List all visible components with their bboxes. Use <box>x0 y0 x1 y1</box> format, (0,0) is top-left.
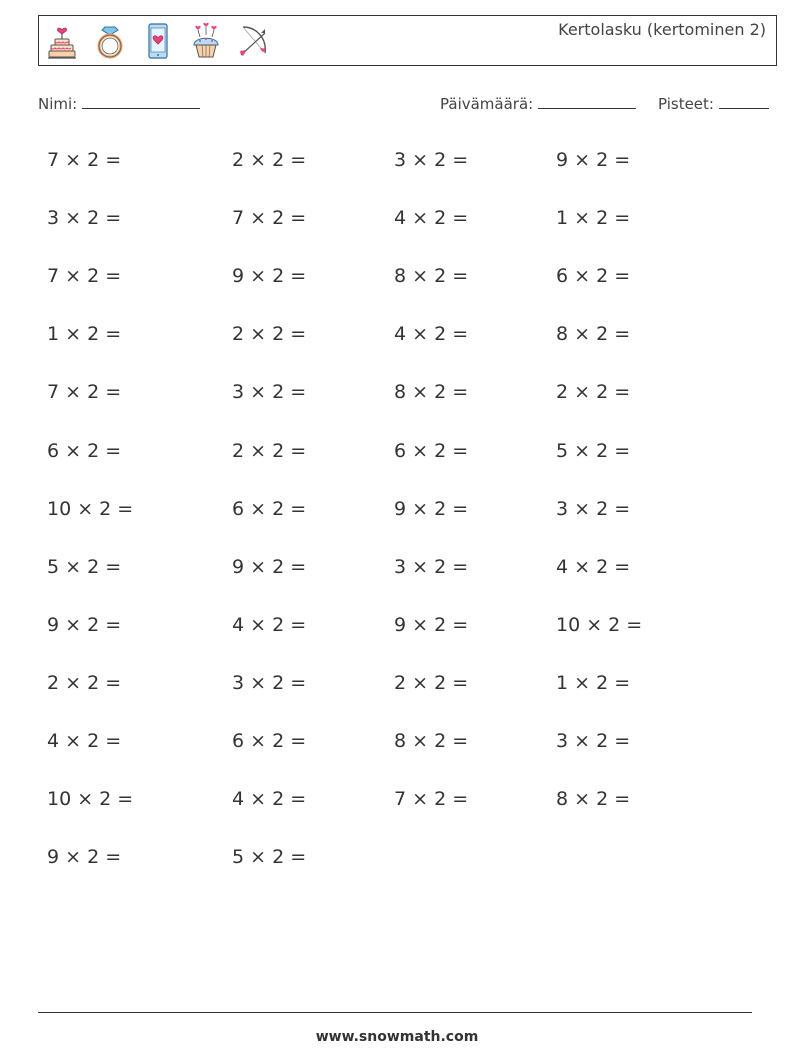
problem-item: 9 × 2 = <box>556 149 631 171</box>
problem-item: 10 × 2 = <box>556 614 643 636</box>
name-blank[interactable] <box>82 94 200 109</box>
footer-divider <box>38 1012 752 1013</box>
cupcake-icon <box>189 21 223 61</box>
score-field <box>658 94 769 113</box>
problem-item: 6 × 2 = <box>232 498 307 520</box>
problem-item: 4 × 2 = <box>394 323 469 345</box>
date-label: Päivämäärä: <box>440 95 534 113</box>
problem-item: 3 × 2 = <box>232 381 307 403</box>
date-field <box>440 94 636 113</box>
date-blank[interactable] <box>538 94 636 109</box>
problem-item: 8 × 2 = <box>556 788 631 810</box>
problem-item: 7 × 2 = <box>232 207 307 229</box>
problem-item: 3 × 2 = <box>394 149 469 171</box>
problem-item: 8 × 2 = <box>394 265 469 287</box>
problem-item: 3 × 2 = <box>556 498 631 520</box>
problem-item: 3 × 2 = <box>394 556 469 578</box>
problem-item: 1 × 2 = <box>47 323 122 345</box>
problem-item: 7 × 2 = <box>47 149 122 171</box>
problem-item: 7 × 2 = <box>394 788 469 810</box>
score-label: Pisteet: <box>658 95 714 113</box>
problem-item: 6 × 2 = <box>394 440 469 462</box>
score-blank[interactable] <box>719 94 769 109</box>
problem-item: 9 × 2 = <box>394 498 469 520</box>
problem-item: 10 × 2 = <box>47 498 134 520</box>
problem-item: 9 × 2 = <box>232 265 307 287</box>
problem-item: 8 × 2 = <box>556 323 631 345</box>
problem-item: 6 × 2 = <box>232 730 307 752</box>
problem-item: 9 × 2 = <box>47 846 122 868</box>
header-icons <box>45 20 271 62</box>
problem-item: 10 × 2 = <box>47 788 134 810</box>
problem-item: 3 × 2 = <box>47 207 122 229</box>
problem-item: 7 × 2 = <box>47 381 122 403</box>
problem-item: 2 × 2 = <box>394 672 469 694</box>
phone-heart-icon <box>141 21 175 61</box>
problem-item: 2 × 2 = <box>556 381 631 403</box>
problem-item: 2 × 2 = <box>232 149 307 171</box>
problem-item: 5 × 2 = <box>556 440 631 462</box>
problem-item: 8 × 2 = <box>394 730 469 752</box>
footer-url: www.snowmath.com <box>315 1029 479 1045</box>
problem-item: 2 × 2 = <box>232 323 307 345</box>
problem-item: 4 × 2 = <box>47 730 122 752</box>
problem-item: 6 × 2 = <box>47 440 122 462</box>
problem-item: 4 × 2 = <box>556 556 631 578</box>
problem-item: 9 × 2 = <box>47 614 122 636</box>
ring-icon <box>93 21 127 61</box>
problem-item: 4 × 2 = <box>394 207 469 229</box>
problem-item: 7 × 2 = <box>47 265 122 287</box>
worksheet-title: Kertolasku (kertominen 2) <box>558 20 766 39</box>
problem-item: 3 × 2 = <box>232 672 307 694</box>
problem-item: 1 × 2 = <box>556 672 631 694</box>
problem-item: 1 × 2 = <box>556 207 631 229</box>
name-field <box>38 94 200 113</box>
worksheet-header <box>38 15 777 66</box>
name-label: Nimi: <box>38 95 78 113</box>
problem-item: 4 × 2 = <box>232 788 307 810</box>
problem-item: 3 × 2 = <box>556 730 631 752</box>
problem-item: 6 × 2 = <box>556 265 631 287</box>
problem-item: 9 × 2 = <box>232 556 307 578</box>
problem-item: 2 × 2 = <box>47 672 122 694</box>
problem-item: 5 × 2 = <box>232 846 307 868</box>
bow-arrow-icon <box>237 21 271 61</box>
problem-item: 8 × 2 = <box>394 381 469 403</box>
problem-item: 9 × 2 = <box>394 614 469 636</box>
problem-item: 2 × 2 = <box>232 440 307 462</box>
problem-item: 5 × 2 = <box>47 556 122 578</box>
cake-icon <box>45 21 79 61</box>
problem-item: 4 × 2 = <box>232 614 307 636</box>
